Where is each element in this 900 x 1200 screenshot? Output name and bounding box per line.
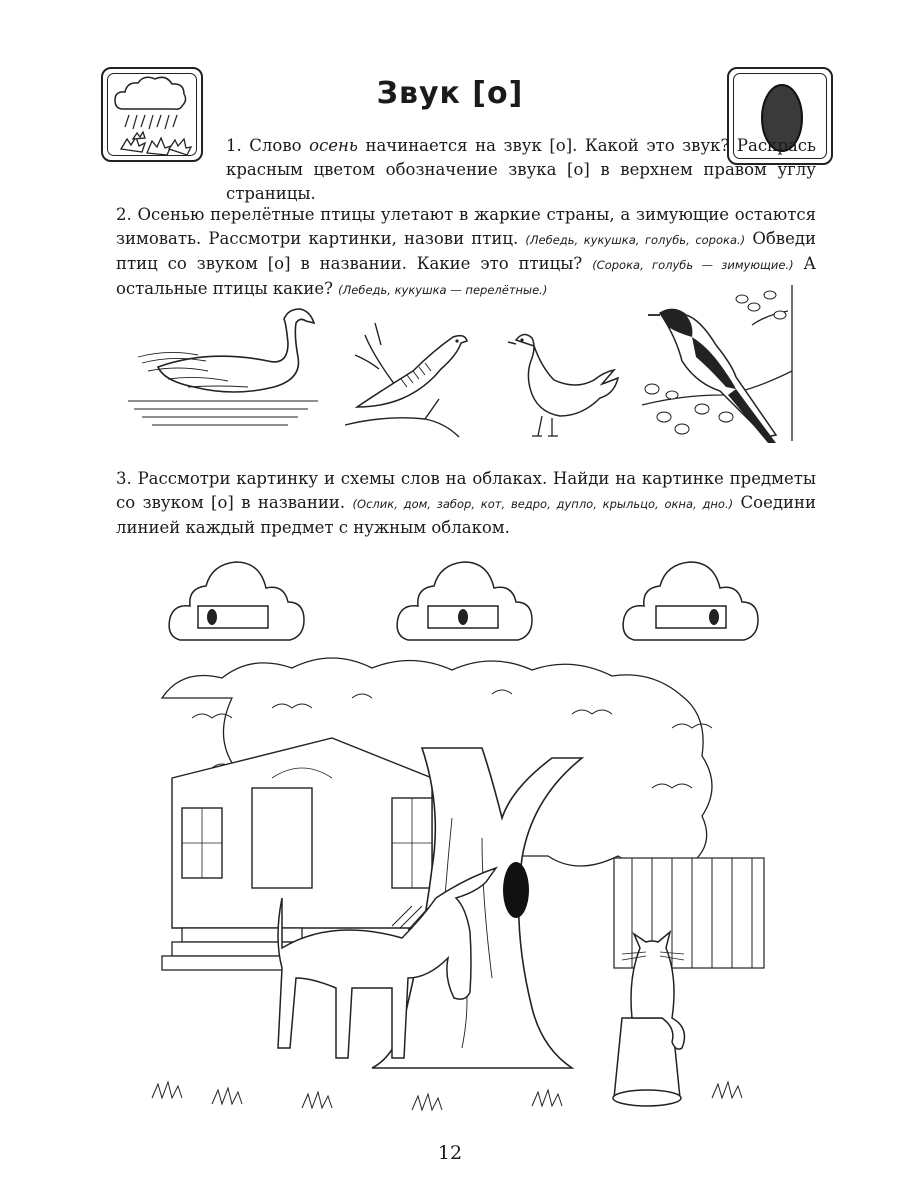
magpie-image[interactable] <box>642 285 802 445</box>
task-1-word: осень <box>309 136 358 155</box>
yard-scene-image <box>152 658 782 1123</box>
task-3-hint: (Ослик, дом, забор, кот, ведро, дупло, крыльцо, окна, дно.) <box>352 497 734 511</box>
task-1-text-b: начинается на звук [о]. Какой это звук? Раскрась красным цветом обозначение звука [о] в верхнем правом углу страницы. <box>226 136 816 203</box>
task-1 <box>226 134 816 206</box>
tree-hollow <box>503 862 529 918</box>
task-2-text-b: Обведи птиц со звуком [о] в названии. Какие это птицы? <box>116 229 816 273</box>
pigeon-image[interactable] <box>502 328 612 443</box>
house <box>172 738 432 928</box>
page-title: Звук [о] <box>376 76 524 111</box>
cloud-scheme-middle[interactable] <box>394 558 534 648</box>
cuckoo-image[interactable] <box>345 315 475 440</box>
task-3 <box>116 467 816 540</box>
task-2-text-a: Осенью перелётные птицы улетают в жаркие страны, а зимующие остаются зимовать. Рассмотри картинки, назови птиц. <box>116 205 817 248</box>
bucket <box>613 1018 681 1106</box>
fence <box>614 858 764 968</box>
task-2-hint-c: (Лебедь, кукушка — перелётные.) <box>338 283 548 297</box>
task-1-number: 1. <box>226 136 242 155</box>
task-3-text-b: Соедини линией каждый предмет с нужным облаком. <box>116 493 816 537</box>
task-2-text-c: А остальные птицы какие? <box>116 254 816 298</box>
task-2-hint-b: (Сорока, голубь — зимующие.) <box>592 258 794 272</box>
task-1-text-a: Слово <box>249 136 310 155</box>
swan-image[interactable] <box>128 305 318 435</box>
page-number: 12 <box>437 1142 463 1164</box>
cloud-scheme-end[interactable] <box>620 558 760 648</box>
cloud-scheme-start[interactable] <box>166 558 306 648</box>
task-3-text-a: Рассмотри картинку и схемы слов на облаках. Найди на картинке предметы со звуком [о] в названии. <box>116 469 816 512</box>
task-2-hint-a: (Лебедь, кукушка, голубь, сорока.) <box>525 233 746 247</box>
task-3-number: 3. <box>116 469 132 488</box>
task-2-number: 2. <box>116 205 132 224</box>
